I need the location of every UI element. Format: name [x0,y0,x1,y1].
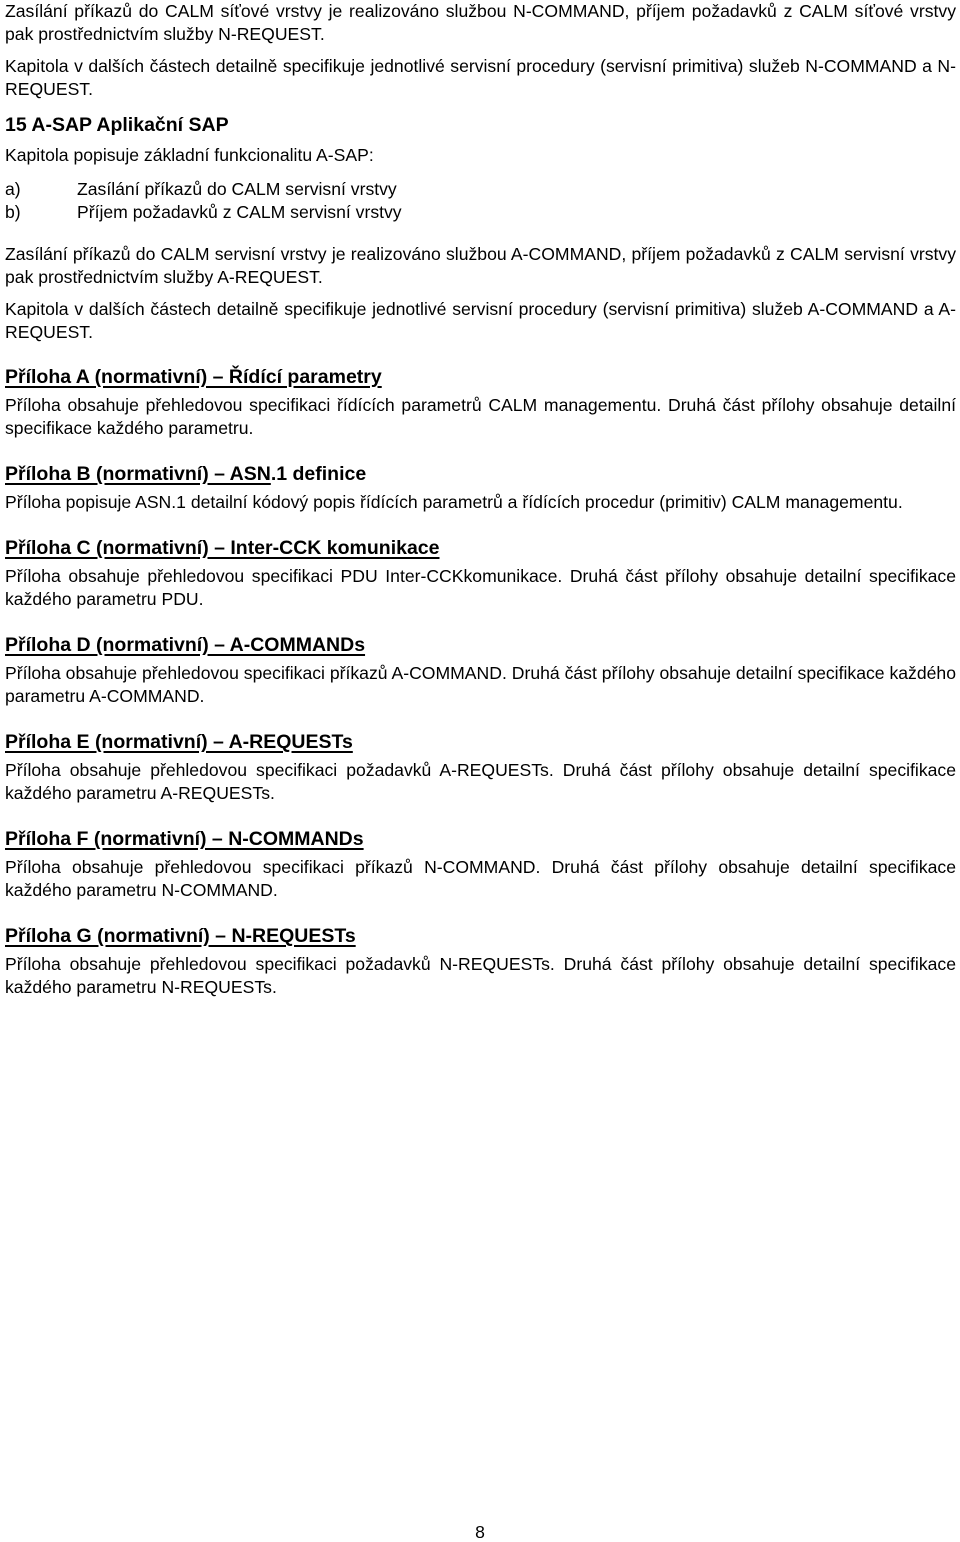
section-paragraph-1: Zasílání příkazů do CALM servisní vrstvy je realizováno službou A-COMMAND, příjem požadavků z CALM servisní vrstvy pak prostřednictvím služby A-REQUEST. [5,244,956,287]
annex-a-text: Příloha obsahuje přehledovou specifikaci řídících parametrů CALM managementu. Druhá část přílohy obsahuje detailní specifikace každého parametru. [5,395,956,438]
section-lead: Kapitola popisuje základní funkcionalitu A-SAP: [5,145,374,165]
section-heading: 15 A-SAP Aplikační SAP [5,114,229,136]
annex-c-text: Příloha obsahuje přehledovou specifikaci PDU Inter-CCKkomunikace. Druhá část přílohy obsahuje detailní specifikace každého parametru PDU. [5,566,956,609]
annex-b-label-rest: .1 definice [270,463,367,485]
intro-paragraph-2: Kapitola v dalších částech detailně specifikuje jednotlivé servisní procedury (servisní primitiva) služeb N-COMMAND a N-REQUEST. [5,56,956,99]
annex-c-label: Příloha C (normativní) – Inter-CCK komunikace [5,537,440,559]
annex-e-label: Příloha E (normativní) – A-REQUESTs [5,731,353,753]
annex-b-title [5,460,956,488]
annex-e-text: Příloha obsahuje přehledovou specifikaci požadavků A-REQUESTs. Druhá část přílohy obsahuje detailní specifikace každého parametru A-REQUESTs. [5,760,956,803]
list-item [5,201,956,224]
annex-g-text: Příloha obsahuje přehledovou specifikaci požadavků N-REQUESTs. Druhá část přílohy obsahuje detailní specifikace každého parametru N-REQUESTs. [5,954,956,997]
annex-g-title [5,922,956,950]
annex-f-title [5,825,956,853]
annex-a-label: Příloha A (normativní) – Řídící parametry [5,366,382,388]
annex-g-label: Příloha G (normativní) – N-REQUESTs [5,925,356,947]
list-item-text: Zasílání příkazů do CALM servisní vrstvy [77,179,397,199]
list-item [5,178,956,201]
document-page [5,0,956,999]
annex-b-label: Příloha B (normativní) – ASN [5,463,271,485]
annex-b-text: Příloha popisuje ASN.1 detailní kódový popis řídících parametrů a řídících procedur (primitiv) CALM managementu. [5,492,903,512]
annex-e-title [5,728,956,756]
annex-f-text: Příloha obsahuje přehledovou specifikaci příkazů N-COMMAND. Druhá část přílohy obsahuje detailní specifikace každého parametru N-COMMAND. [5,857,956,900]
function-list [5,178,956,224]
list-marker: a) [5,179,21,199]
section-paragraph-2: Kapitola v dalších částech detailně specifikuje jednotlivé servisní procedury (servisní primitiva) služeb A-COMMAND a A-REQUEST. [5,299,956,342]
annex-d-text: Příloha obsahuje přehledovou specifikaci příkazů A-COMMAND. Druhá část přílohy obsahuje detailní specifikace každého parametru A-COMMAND. [5,663,956,706]
annex-d-label: Příloha D (normativní) – A-COMMANDs [5,634,366,656]
annex-c-title [5,534,956,562]
annex-a-title [5,363,956,391]
page-number: 8 [475,1522,485,1542]
list-marker: b) [5,202,21,222]
annex-f-label: Příloha F (normativní) – N-COMMANDs [5,828,364,850]
intro-paragraph-1: Zasílání příkazů do CALM síťové vrstvy je realizováno službou N-COMMAND, příjem požadavků z CALM síťové vrstvy pak prostřednictvím služby N-REQUEST. [5,1,956,44]
annex-d-title [5,631,956,659]
list-item-text: Příjem požadavků z CALM servisní vrstvy [77,202,402,222]
